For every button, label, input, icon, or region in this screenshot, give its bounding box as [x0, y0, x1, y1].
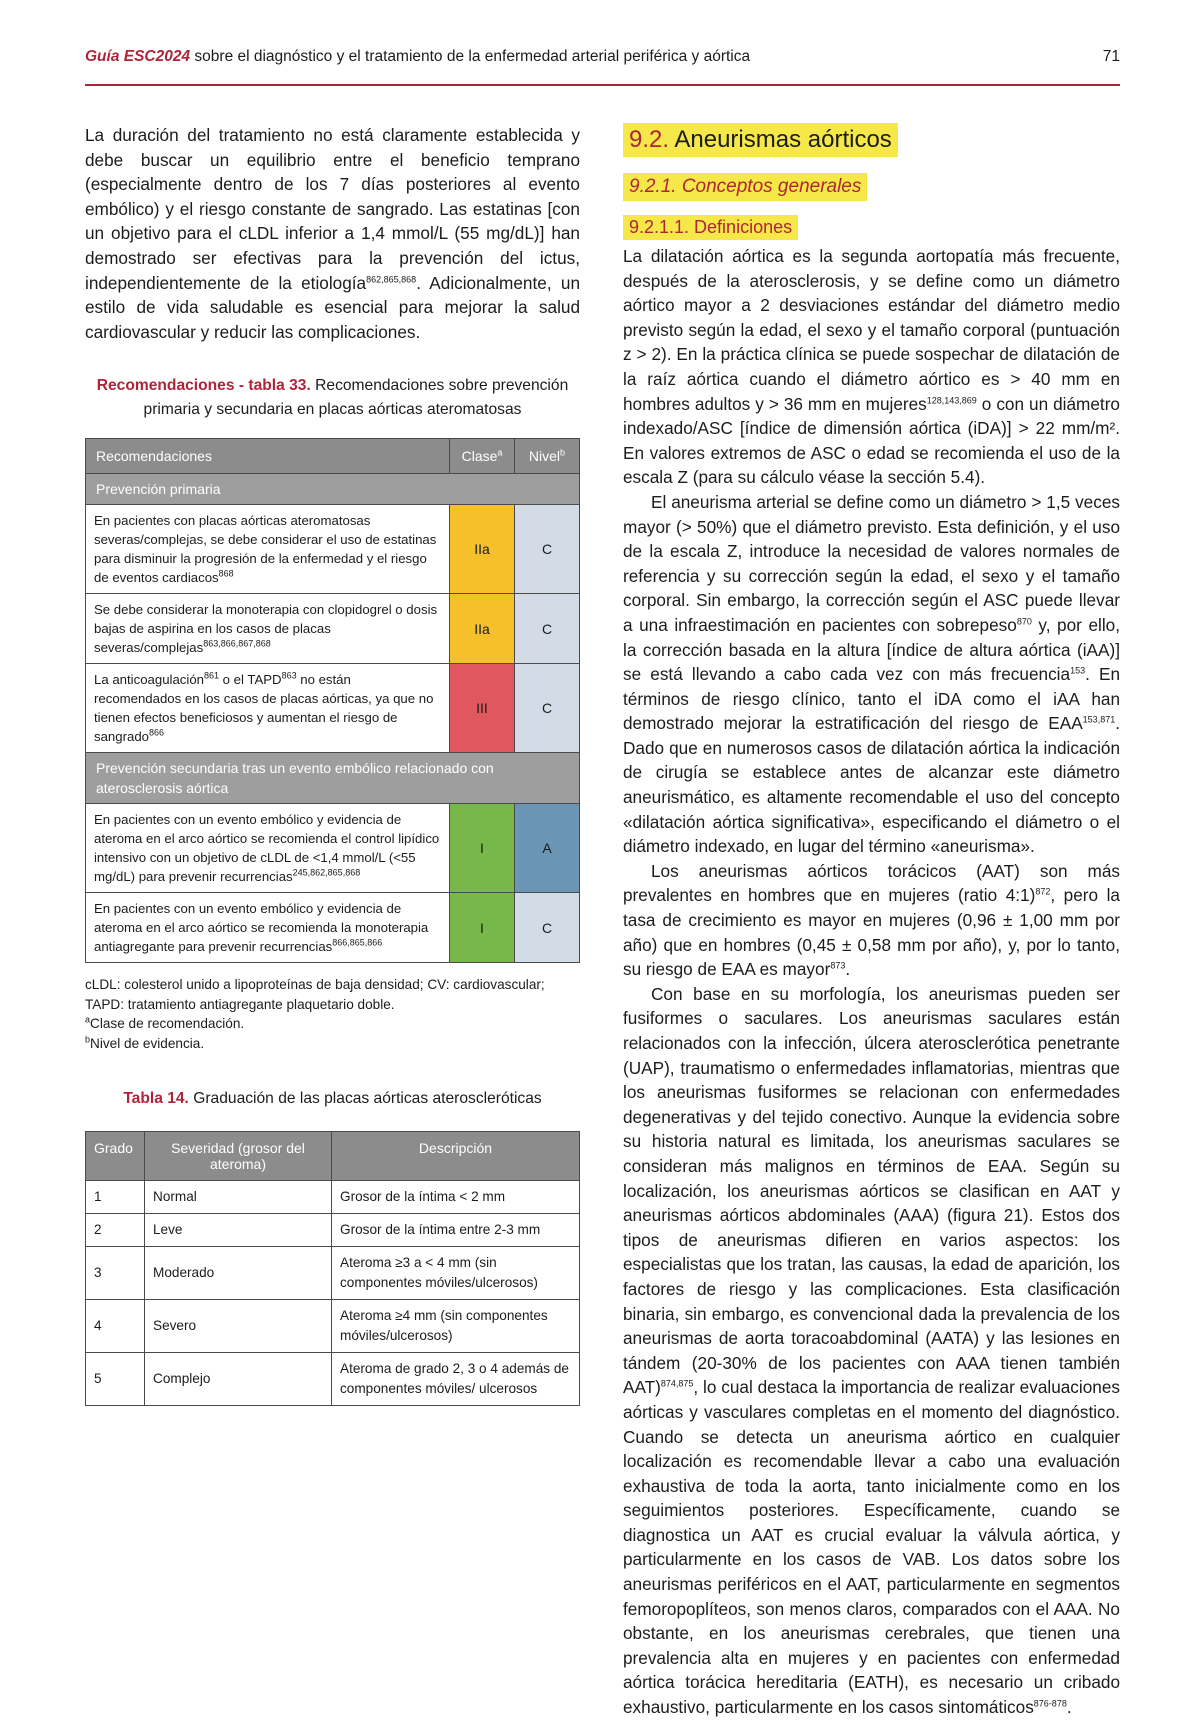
page-number: 71: [1102, 48, 1120, 65]
section-heading-9-2-1: [623, 173, 1120, 201]
h2-box: [623, 123, 898, 157]
rec-ref: 861: [203, 670, 220, 681]
table-footnotes: [85, 975, 580, 1053]
p3-ref: 873: [830, 960, 846, 971]
grad-cell: Severo: [145, 1300, 332, 1353]
p4-ref: 876-878: [1033, 1698, 1067, 1709]
rec-row: [86, 594, 580, 664]
p1-ref: 128,143,869: [926, 394, 977, 405]
grad-cell: Leve: [145, 1214, 332, 1247]
rec-row: [86, 893, 580, 963]
recommendations-table: [85, 438, 580, 963]
nivel-label: Nivel: [528, 448, 561, 465]
rec-header-row: [86, 439, 580, 474]
rec-col-clase: [450, 439, 515, 474]
t14-caption-text: Graduación de las placas aórticas ateroscleróticas: [188, 1090, 542, 1108]
rec-row: [86, 804, 580, 893]
table-row: [86, 1353, 580, 1406]
section-secundaria: Prevención secundaria tras un evento embólico relacionado con aterosclerosis aórtica: [86, 753, 580, 804]
paragraph-4: [623, 982, 1120, 1720]
footnote-a: [85, 1014, 580, 1034]
footnote-mark: b: [85, 1034, 91, 1045]
rec-ref: 866,865,866: [332, 937, 383, 948]
grad-cell: Ateroma ≥3 a < 4 mm (sin componentes móviles/ulcerosos): [332, 1247, 580, 1300]
p4-text: Con base en su morfología, los aneurismas pueden ser fusiformes o saculares. Los aneurismas saculares están relacionados con la infección, úlcera aterosclerótica penetrante (UAP), traumatismo o enfermedades inflamatorias, mientras que los aneurismas fusiformes se relacionan con enfermedades degenerativas y del tejido conectivo. Aunque la evidencia sobre su historia natural es limitada, los aneurismas saculares se consideran más malignos en términos de EAA. Según su localización, los aneurismas aórticos se clasifican en AAT y aneurismas aórticos abdominales (AAA) (figura 21). Estos dos tipos de aneurismas difieren en varios aspectos: los especialistas que los tratan, las causas, la edad de aparición, los factores de riesgo y las complicaciones. Esta clasificación binaria, sin embargo, es convencional dada la prevalencia de los aneurismas de aorta toracoabdominal (AATA) y las lesiones en tándem (20-30% de los pacientes con AAA tienen también AAT): [623, 983, 1120, 1398]
header-title-text: sobre el diagnóstico y el tratamiento de la enfermedad arterial periférica y aórtica: [190, 48, 751, 65]
grad-cell: 4: [86, 1300, 145, 1353]
section-heading-9-2-1-1: [623, 215, 1120, 240]
rec-text: [86, 893, 450, 963]
intro-text: La duración del tratamiento no está claramente establecida y debe buscar un equilibrio entre el beneficio temprano (especialmente dentro de los 7 días posteriores al evento embólico) y el riesgo constante de sangrado. Las estatinas [con un objetivo para el cLDL inferior a 1,4 mmol/L (55 mg/dL)] han demostrado ser efectivas para la prevención del ictus, independientemente de la etiología: [85, 125, 580, 293]
p4-text: , lo cual destaca la importancia de realizar evaluaciones aórticas y vasculares completas en el momento del diagnóstico. Cuando se detecta un aneurisma aórtico en cualquier localización es recomendable llevar a cabo una evaluación exhaustiva de toda la aorta, tanto inicialmente como en los seguimientos posteriores. Específicamente, cuando se diagnostica un AAT es crucial evaluar la válvula aórtica, y particularmente en los casos de VAB. Los datos sobre los aneurismas periféricos en el AAT, particularmente en segmentos femoropoplíteos, son menos claros, comparados con el AAA. No obstante, en los aneurismas cerebrales, que tienen una prevalencia alta en mujeres y en pacientes con enfermedad aórtica torácica hereditaria (EATH), es necesario un cribado exhaustivo, particularmente en los casos sintomáticos: [623, 1377, 1120, 1718]
paragraph-3: [623, 859, 1120, 982]
grad-cell: Grosor de la íntima entre 2-3 mm: [332, 1214, 580, 1247]
rec-text-body: En pacientes con un evento embólico y evidencia de ateroma en el arco aórtico se recomienda la monoterapia antiagregante para prevenir recurrencias: [94, 901, 429, 955]
rec-clase: III: [450, 664, 515, 753]
p2-ref: 870: [1016, 616, 1032, 627]
grad-col-severidad: Severidad (grosor del ateroma): [145, 1132, 332, 1181]
rec-text: [86, 505, 450, 594]
rec-text-body: no están recomendados en los casos de placas aórticas, ya que no tienen efectos beneficiosos y aumentan el riesgo de sangrado: [94, 672, 434, 745]
section-primaria: Prevención primaria: [86, 474, 580, 505]
intro-paragraph: [85, 123, 580, 344]
rec-ref: 863,866,867,868: [203, 638, 271, 649]
grad-cell: 1: [86, 1181, 145, 1214]
table14-caption: [85, 1087, 580, 1111]
h4-text: 9.2.1.1. Definiciones: [623, 215, 798, 240]
clase-label: Clase: [461, 448, 498, 465]
p3-ref: 872: [1035, 886, 1051, 897]
header-brand: Guía ESC2024: [85, 48, 191, 65]
p2-text: El aneurisma arterial se define como un diámetro > 1,5 veces mayor (> 50%) que el diámetro previsto. Esta definición, y el uso de la escala Z, introduce la necesidad de valores normales de referencia y su corrección según la edad, el sexo y el tamaño corporal. Sin embargo, la corrección según el ASC puede llevar a una infraestimación en pacientes con sobrepeso: [623, 491, 1120, 635]
rec-nivel: C: [515, 664, 580, 753]
rec-nivel: A: [515, 804, 580, 893]
grad-col-grado: Grado: [86, 1132, 145, 1181]
rec-ref: 245,862,865,868: [292, 867, 361, 878]
rec-text-body: En pacientes con placas aórticas ateromatosas severas/complejas, se debe considerar el uso de estatinas para disminuir la progresión de la enfermedad y el riesgo de eventos cardiacos: [94, 513, 437, 586]
nivel-sup: b: [560, 447, 566, 458]
p2-ref: 153: [1070, 665, 1086, 676]
rec-text-body: o el TAPD: [219, 672, 282, 688]
grad-cell: 5: [86, 1353, 145, 1406]
p3-text: , pero la tasa de crecimiento es mayor en mujeres (0,96 ± 1,00 mm por año) que en hombres (0,45 ± 0,58 mm por año), y, por lo tanto, su riesgo de EAA es mayor: [623, 885, 1120, 980]
rec-text-body: En pacientes con un evento embólico y evidencia de ateroma en el arco aórtico se recomienda el control lipídico intensivo con un objetivo de cLDL de <1,4 mmol/L (<55 mg/dL) para prevenir recurrencias: [94, 812, 440, 885]
p4-text: .: [1066, 1697, 1072, 1718]
rec-nivel: C: [515, 594, 580, 664]
footnote-abbreviations: cLDL: colesterol unido a lipoproteínas de baja densidad; CV: cardiovascular; TAPD: tratamiento antiagregante plaquetario doble.: [85, 977, 545, 1012]
t14-caption-label: Tabla 14.: [123, 1090, 189, 1108]
p4-ref: 874,875: [660, 1378, 694, 1389]
grad-cell: Ateroma de grado 2, 3 o 4 además de componentes móviles/ ulcerosos: [332, 1353, 580, 1406]
rec-clase: IIa: [450, 505, 515, 594]
rec-caption-label: Recomendaciones - tabla 33.: [96, 377, 311, 395]
rec-ref: 868: [218, 568, 234, 579]
rec-ref: 863: [281, 670, 297, 681]
rec-text: [86, 594, 450, 664]
rec-text-body: La anticoagulación: [94, 672, 204, 688]
p1-text-end: o con un diámetro indexado/ASC [índice de dimensión aórtica (iDA)] > 22 mm/m². En valores extremos de ASC o edad se recomienda el uso de la escala Z (para su cálculo véase la sección 5.4).: [623, 393, 1120, 488]
rec-col-nivel: [515, 439, 580, 474]
p2-text: y, por ello, la corrección basada en la altura [índice de altura aórtica (iAA)] se está llevando a cabo cada vez con más frecuencia: [623, 614, 1120, 685]
p2-ref: 153,871: [1082, 714, 1116, 725]
header-title: [85, 48, 750, 66]
grad-cell: Moderado: [145, 1247, 332, 1300]
section-heading-9-2: [623, 123, 1120, 157]
grad-col-descripcion: Descripción: [332, 1132, 580, 1181]
rec-table-caption: [85, 374, 580, 422]
rec-text: [86, 664, 450, 753]
grad-cell: Grosor de la íntima < 2 mm: [332, 1181, 580, 1214]
p1-text: La dilatación aórtica es la segunda aortopatía más frecuente, después de la aterosclerosis, y se define como un diámetro aórtico mayor a 2 desviaciones estándar del diámetro medio previsto según la edad, el sexo y el tamaño corporal (puntuación z > 2). En la práctica clínica se puede sospechar de dilatación de la raíz aórtica cuando el diámetro aórtico es > 40 mm en hombres adultos y > 36 mm en mujeres: [623, 246, 1120, 414]
grad-cell: Complejo: [145, 1353, 332, 1406]
grad-cell: 2: [86, 1214, 145, 1247]
intro-ref: 862,865,868: [366, 273, 417, 284]
paragraph-2: [623, 490, 1120, 859]
h2-number: 9.2.: [629, 126, 670, 153]
footnote-text: Clase de recomendación.: [90, 1016, 245, 1032]
rec-ref: 866: [149, 727, 165, 738]
grading-table: [85, 1131, 580, 1406]
p3-text: .: [845, 959, 851, 980]
footnote-mark: a: [85, 1014, 91, 1025]
paragraph-1: [623, 244, 1120, 490]
table-row: [86, 1181, 580, 1214]
clase-sup: a: [497, 447, 503, 458]
grad-header-row: [86, 1132, 580, 1181]
rec-nivel: C: [515, 893, 580, 963]
rec-col-recs: Recomendaciones: [86, 439, 450, 474]
grad-cell: Ateroma ≥4 mm (sin componentes móviles/ulcerosos): [332, 1300, 580, 1353]
h3-text: 9.2.1. Conceptos generales: [623, 173, 867, 201]
p3-text: Los aneurismas aórticos torácicos (AAT) son más prevalentes en hombres que en mujeres (ratio 4:1): [623, 860, 1120, 906]
intro-text-end: . Adicionalmente, un estilo de vida saludable es esencial para mejorar la salud cardiovascular y reducir las complicaciones.: [85, 272, 581, 342]
rec-clase: I: [450, 804, 515, 893]
rec-nivel: C: [515, 505, 580, 594]
table-row: [86, 1214, 580, 1247]
running-header: [85, 44, 1120, 86]
right-column: [623, 123, 1120, 1720]
footnote-text: Nivel de evidencia.: [90, 1035, 205, 1051]
rec-text-body: Se debe considerar la monoterapia con clopidogrel o dosis bajas de aspirina en los casos de placas severas/complejas: [94, 602, 438, 656]
p2-text: . Dado que en numerosos casos de dilatación aórtica la indicación de cirugía se establece antes de alcanzar este diámetro aneurismático, es altamente recomendable el uso del concepto «dilatación aórtica significativa», especificando el diámetro o el diámetro indexado, en lugar del término «aneurisma».: [623, 713, 1120, 857]
table-row: [86, 1247, 580, 1300]
p2-text: . En términos de riesgo clínico, tanto el iDA como el iAA han demostrado mejorar la estratificación del riesgo de EAA: [623, 664, 1121, 734]
rec-caption-text: Recomendaciones sobre prevención primaria y secundaria en placas aórticas ateromatosas: [143, 377, 569, 419]
rec-clase: I: [450, 893, 515, 963]
table-row: [86, 1300, 580, 1353]
rec-clase: IIa: [450, 594, 515, 664]
rec-text: [86, 804, 450, 893]
rec-row: [86, 505, 580, 594]
grad-cell: 3: [86, 1247, 145, 1300]
grad-cell: Normal: [145, 1181, 332, 1214]
footnote-b: [85, 1034, 580, 1054]
h2-text: Aneurismas aórticos: [669, 126, 892, 153]
left-column: [85, 123, 580, 1406]
rec-row: [86, 664, 580, 753]
